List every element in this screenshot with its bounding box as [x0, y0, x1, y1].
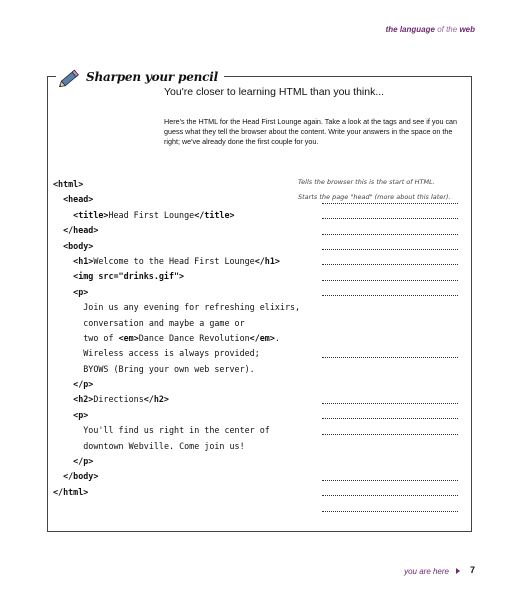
- code-tag: <body>: [63, 240, 94, 251]
- answer-line: [298, 498, 458, 513]
- code-line: [53, 392, 300, 407]
- code-tag: </html>: [53, 486, 89, 497]
- code-line: [53, 454, 300, 469]
- answer-line: [298, 467, 458, 482]
- code-line: [53, 439, 300, 454]
- code-tag: </title>: [194, 209, 235, 220]
- code-tag: <html>: [53, 179, 84, 189]
- code-text: [53, 194, 63, 204]
- code-tag: </p>: [73, 456, 94, 467]
- answer-line: [298, 221, 458, 236]
- code-tag: </em>: [249, 332, 275, 343]
- answer-blank: [322, 295, 458, 296]
- answer-blank: [322, 234, 458, 235]
- answer-blank: [322, 280, 458, 281]
- code-text: Welcome to the Head First Lounge: [93, 255, 255, 266]
- code-line: [53, 177, 300, 192]
- answer-blank: [322, 218, 458, 219]
- answer-line: [298, 437, 458, 452]
- code-text: [53, 302, 83, 312]
- code-text: BYOWS (Bring your own web server).: [83, 363, 255, 374]
- code-text: conversation and maybe a game or: [83, 317, 245, 328]
- answer-line: [298, 483, 458, 498]
- html-code-listing: [53, 177, 300, 500]
- code-line: [53, 377, 300, 392]
- answer-line: [298, 267, 458, 282]
- answer-line: [298, 190, 458, 205]
- answer-line: [298, 298, 458, 313]
- code-text: .: [274, 332, 280, 343]
- code-text: Dance Dance Revolution: [138, 332, 250, 343]
- code-text: Join us any evening for refreshing elixirs,: [83, 302, 301, 313]
- running-head-part1: the language: [385, 25, 435, 34]
- code-text: [53, 425, 83, 435]
- code-text: [53, 256, 73, 266]
- code-text: [53, 394, 73, 404]
- code-text: [53, 364, 83, 374]
- handwritten-answer: Starts the page "head" (more about this later).: [298, 193, 451, 202]
- pencil-icon: [58, 64, 84, 90]
- code-text: [53, 271, 73, 281]
- page-number: 7: [469, 565, 475, 575]
- answer-line: [298, 421, 458, 436]
- code-tag: </h1>: [254, 255, 280, 266]
- exercise-subtitle: You're closer to learning HTML than you think...: [164, 86, 385, 98]
- code-text: [53, 225, 63, 235]
- answer-line: [298, 252, 458, 267]
- answer-line: [298, 283, 458, 298]
- code-line: [53, 300, 300, 315]
- code-line: [53, 423, 300, 438]
- code-tag: <h1>: [73, 255, 94, 266]
- code-tag: <img src="drinks.gif">: [73, 271, 185, 282]
- answer-line: [298, 175, 458, 190]
- code-text: [53, 348, 83, 358]
- code-line: [53, 208, 300, 223]
- code-line: [53, 192, 300, 207]
- code-text: [53, 241, 63, 251]
- code-text: [53, 410, 73, 420]
- answer-line: [298, 375, 458, 390]
- answer-line: [298, 344, 458, 359]
- answer-blank: [322, 264, 458, 265]
- code-text: [53, 210, 73, 220]
- answer-line: [298, 237, 458, 252]
- answer-column: [298, 175, 458, 514]
- code-tag: </p>: [73, 379, 94, 390]
- code-text: [53, 333, 83, 343]
- code-tag: <em>: [118, 332, 139, 343]
- answer-blank: [322, 495, 458, 496]
- answer-blank: [322, 480, 458, 481]
- triangle-right-icon: [456, 568, 460, 574]
- code-text: Head First Lounge: [108, 209, 195, 220]
- answer-blank: [322, 511, 458, 512]
- code-tag: <p>: [73, 409, 89, 420]
- code-line: [53, 346, 300, 361]
- exercise-instructions: Here's the HTML for the Head First Lounge again. Take a look at the tags and see if you can guess what they tell the browser about the content. Write your answers in the space on the right; we've already done the first couple for you.: [164, 117, 458, 146]
- answer-blank: [322, 434, 458, 435]
- answer-line: [298, 314, 458, 329]
- code-text: [53, 379, 73, 389]
- code-line: [53, 316, 300, 331]
- code-text: [53, 318, 83, 328]
- code-text: [53, 287, 73, 297]
- code-text: You'll find us right in the center of: [83, 425, 270, 436]
- you-are-here-label: you are here: [404, 567, 449, 576]
- code-text: Directions: [93, 394, 144, 405]
- code-line: [53, 485, 300, 500]
- code-line: [53, 408, 300, 423]
- code-tag: </h2>: [143, 394, 169, 405]
- code-text: two of: [83, 332, 119, 343]
- code-line: [53, 469, 300, 484]
- answer-line: [298, 360, 458, 375]
- code-text: [53, 471, 63, 481]
- code-line: [53, 362, 300, 377]
- code-tag: </body>: [63, 471, 99, 482]
- code-line: [53, 223, 300, 238]
- code-tag: <title>: [73, 209, 109, 220]
- answer-line: [298, 406, 458, 421]
- answer-blank: [322, 249, 458, 250]
- answer-blank: [322, 403, 458, 404]
- answer-line: [298, 452, 458, 467]
- code-line: [53, 331, 300, 346]
- code-line: [53, 269, 300, 284]
- answer-blank: [322, 357, 458, 358]
- answer-line: [298, 329, 458, 344]
- running-head-part2: of the: [437, 25, 458, 34]
- code-tag: <h2>: [73, 394, 94, 405]
- handwritten-answer: Tells the browser this is the start of HTML.: [298, 178, 435, 186]
- answer-blank: [322, 203, 458, 204]
- code-line: [53, 239, 300, 254]
- running-head: [386, 25, 475, 34]
- code-text: downtown Webville. Come join us!: [83, 440, 245, 451]
- code-text: Wireless access is always provided;: [83, 348, 260, 359]
- code-text: [53, 441, 83, 451]
- code-tag: <head>: [63, 194, 94, 205]
- answer-blank: [322, 418, 458, 419]
- code-tag: </head>: [63, 225, 99, 236]
- code-line: [53, 254, 300, 269]
- running-head-part3: web: [459, 25, 475, 34]
- code-tag: <p>: [73, 286, 89, 297]
- code-text: [53, 456, 73, 466]
- code-line: [53, 285, 300, 300]
- exercise-title: Sharpen your pencil: [86, 70, 218, 84]
- answer-line: [298, 390, 458, 405]
- answer-line: [298, 206, 458, 221]
